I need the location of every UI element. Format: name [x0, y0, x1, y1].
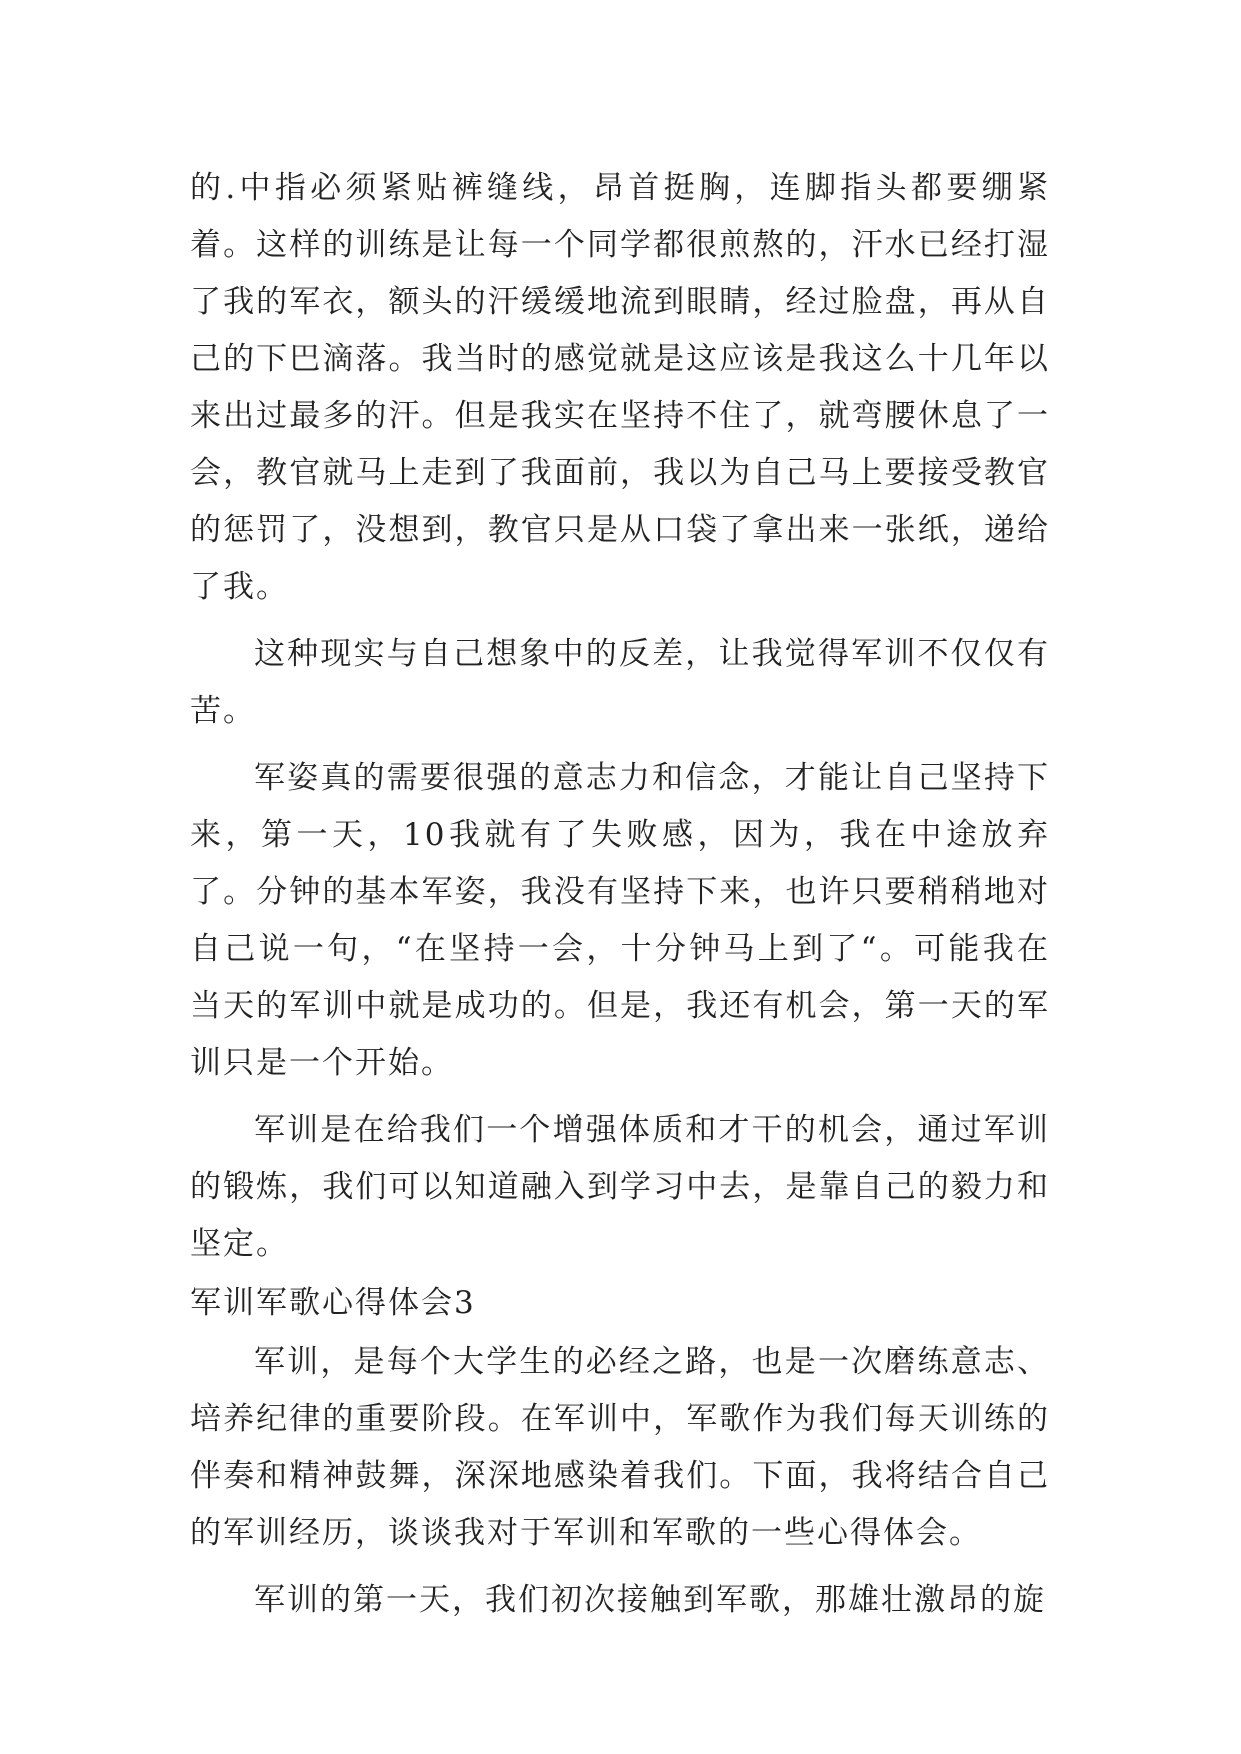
section-heading: 军训军歌心得体会3	[190, 1285, 476, 1321]
paragraph-military-posture: 军姿真的需要很强的意志力和信念，才能让自己坚持下来，第一天，10我就有了失败感，因为，我在中途放弃了。分钟的基本军姿，我没有坚持下来，也许只要稍稍地对自己说一句，“在坚持一会，十分钟马上到了“。可能我在当天的军训中就是成功的。但是，我还有机会，第一天的军训只是一个开始。	[190, 760, 1050, 1081]
document-body	[190, 160, 1050, 1629]
paragraph-opportunity: 军训是在给我们一个增强体质和才干的机会，通过军训的锻炼，我们可以知道融入到学习中去，是靠自己的毅力和坚定。	[190, 1112, 1050, 1262]
paragraph-intro: 军训，是每个大学生的必经之路，也是一次磨练意志、培养纪律的重要阶段。在军训中，军歌作为我们每天训练的伴奏和精神鼓舞，深深地感染着我们。下面，我将结合自己的军训经历，谈谈我对于军训和军歌的一些心得体会。	[190, 1344, 1050, 1551]
paragraph-contrast: 这种现实与自己想象中的反差，让我觉得军训不仅仅有苦。	[190, 636, 1050, 729]
paragraph-first-day: 军训的第一天，我们初次接触到军歌，那雄壮激昂的旋	[254, 1582, 1046, 1618]
paragraph-continuation: 的.中指必须紧贴裤缝线，昂首挺胸，连脚指头都要绷紧着。这样的训练是让每一个同学都很煎熬的，汗水已经打湿了我的军衣，额头的汗缓缓地流到眼睛，经过脸盘，再从自己的下巴滴落。我当时的感觉就是这应该是我这么十几年以来出过最多的汗。但是我实在坚持不住了，就弯腰休息了一会，教官就马上走到了我面前，我以为自己马上要接受教官的惩罚了，没想到，教官只是从口袋了拿出来一张纸，递给了我。	[190, 170, 1050, 605]
